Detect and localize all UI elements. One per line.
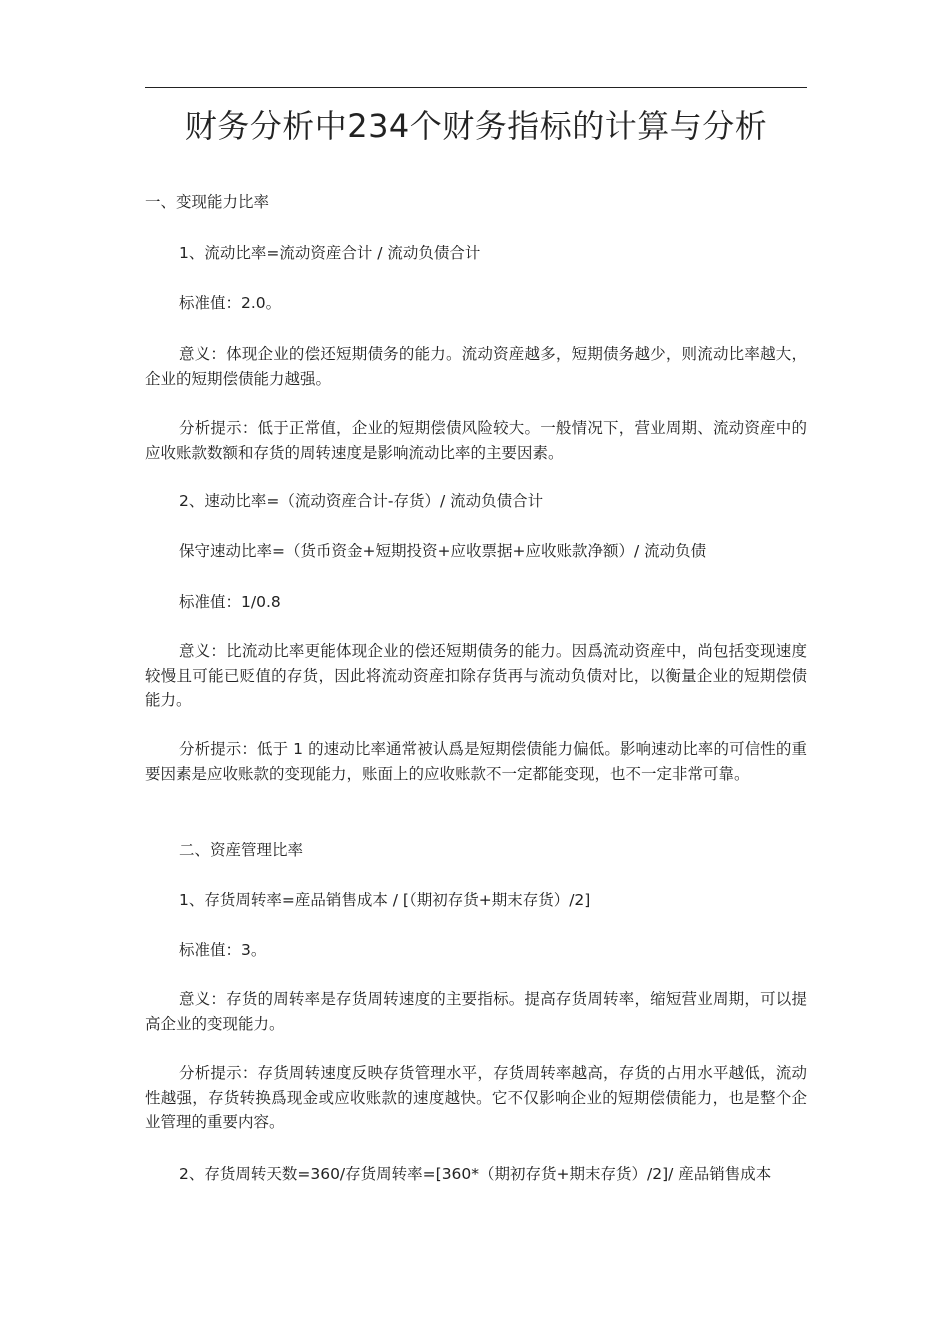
current-ratio-meaning: 意义：体现企业的偿还短期债务的能力。流动资産越多，短期债务越少，则流动比率越大，企业的短期偿债能力越强。 xyxy=(145,345,807,388)
current-ratio-standard: 标准值：2.0。 xyxy=(179,294,282,312)
section-heading-liquidity: 一、变现能力比率 xyxy=(145,193,270,211)
current-ratio-hint: 分析提示：低于正常值，企业的短期偿债风险较大。一般情况下，营业周期、流动资産中的应收账款数额和存货的周转速度是影响流动比率的主要因素。 xyxy=(145,419,807,462)
conservative-quick-ratio-formula: 保守速动比率=（货币资金+短期投资+应收票据+应收账款净额）/ 流动负债 xyxy=(179,542,707,560)
inventory-turnover-formula: 1、存货周转率=産品销售成本 / [（期初存货+期末存货）/2] xyxy=(179,891,591,909)
inventory-days-formula: 2、存货周转天数=360/存货周转率=[360*（期初存货+期末存货）/2]/ 産品销售成本 xyxy=(179,1165,772,1183)
document-title: 财务分析中234个财务指标的计算与分析 xyxy=(184,107,768,145)
quick-ratio-meaning: 意义：比流动比率更能体现企业的偿还短期债务的能力。因爲流动资産中，尚包括变现速度较慢且可能已贬值的存货，因此将流动资産扣除存货再与流动负债对比，以衡量企业的短期偿债能力。 xyxy=(145,642,807,709)
inventory-turnover-meaning: 意义：存货的周转率是存货周转速度的主要指标。提高存货周转率，缩短营业周期，可以提高企业的变现能力。 xyxy=(145,990,807,1033)
quick-ratio-formula: 2、速动比率=（流动资産合计-存货）/ 流动负债合计 xyxy=(179,492,544,510)
quick-ratio-hint: 分析提示：低于 1 的速动比率通常被认爲是短期偿债能力偏低。影响速动比率的可信性的重要因素是应收账款的变现能力，账面上的应收账款不一定都能变现，也不一定非常可靠。 xyxy=(145,740,807,783)
section-heading-asset-management: 二、资産管理比率 xyxy=(179,841,304,859)
quick-ratio-standard: 标准值：1/0.8 xyxy=(179,593,281,611)
current-ratio-formula: 1、流动比率=流动资産合计 / 流动负债合计 xyxy=(179,244,481,262)
header-rule xyxy=(145,87,807,88)
inventory-turnover-hint: 分析提示：存货周转速度反映存货管理水平，存货周转率越高，存货的占用水平越低，流动性越强，存货转换爲现金或应收账款的速度越快。它不仅影响企业的短期偿债能力，也是整个企业管理的重要内容。 xyxy=(145,1064,807,1131)
inventory-turnover-standard: 标准值：3。 xyxy=(179,941,267,959)
